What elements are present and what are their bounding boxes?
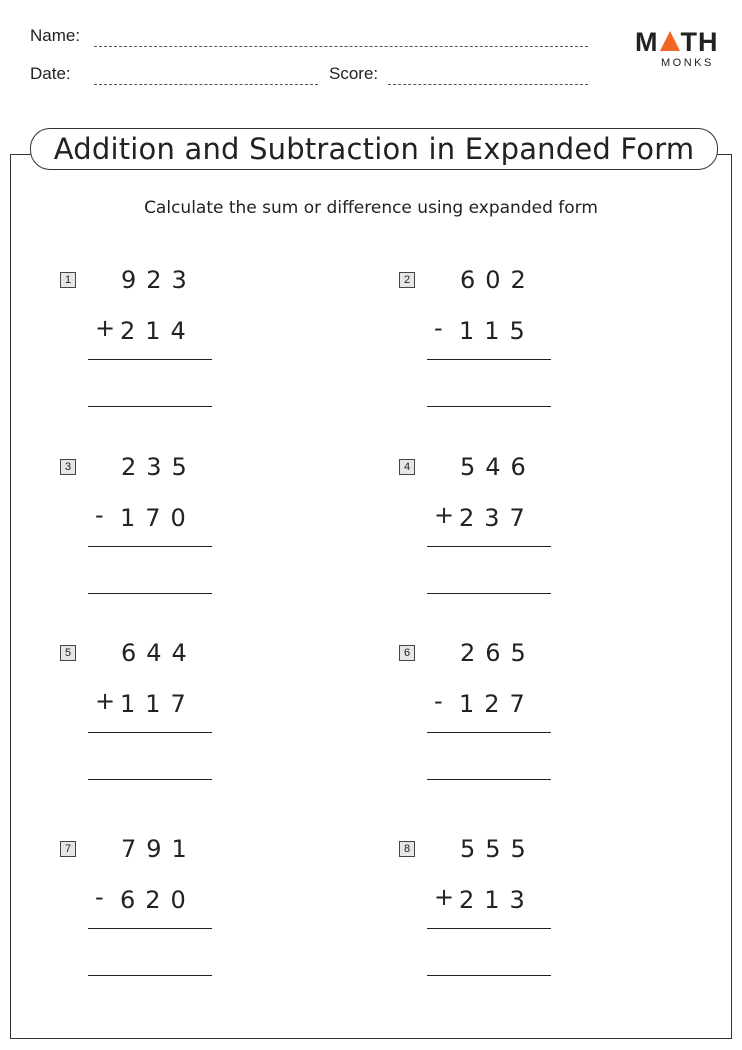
top-number: 546 (460, 453, 536, 481)
top-number: 923 (121, 266, 197, 294)
problem-5 (60, 639, 260, 799)
top-number: 555 (460, 835, 536, 863)
sum-line (88, 546, 212, 547)
logo-subtext: MONKS (661, 57, 714, 69)
sum-line (427, 359, 551, 360)
operator: - (434, 314, 443, 342)
score-field[interactable] (388, 84, 588, 85)
problem-8 (399, 835, 599, 995)
answer-line[interactable] (427, 593, 551, 594)
answer-line[interactable] (427, 406, 551, 407)
name-label: Name: (30, 26, 81, 45)
operator: - (434, 687, 443, 715)
instruction-text: Calculate the sum or difference using expanded form (144, 198, 598, 218)
bottom-number: 170 (120, 504, 196, 532)
operator: + (434, 883, 455, 911)
question-number: 7 (60, 841, 76, 857)
sum-line (427, 928, 551, 929)
logo-wordmark (635, 28, 719, 56)
sum-line (88, 732, 212, 733)
sum-line (88, 928, 212, 929)
top-number: 235 (121, 453, 197, 481)
bottom-number: 127 (459, 690, 535, 718)
answer-line[interactable] (88, 975, 212, 976)
problem-2 (399, 266, 599, 426)
answer-line[interactable] (427, 975, 551, 976)
question-number: 5 (60, 645, 76, 661)
logo-text-right: TH (680, 27, 719, 57)
problem-3 (60, 453, 260, 613)
question-number: 8 (399, 841, 415, 857)
problem-1 (60, 266, 260, 426)
bottom-number: 214 (120, 317, 196, 345)
answer-line[interactable] (427, 779, 551, 780)
logo-text-left: M (635, 27, 659, 57)
problem-6 (399, 639, 599, 799)
date-label: Date: (30, 64, 71, 83)
bottom-number: 115 (459, 317, 535, 345)
question-number: 3 (60, 459, 76, 475)
date-field[interactable] (94, 84, 318, 85)
operator: + (95, 687, 116, 715)
operator: - (95, 501, 104, 529)
sum-line (88, 359, 212, 360)
sum-line (427, 546, 551, 547)
question-number: 4 (399, 459, 415, 475)
triangle-icon (660, 31, 680, 51)
question-number: 1 (60, 272, 76, 288)
top-number: 602 (460, 266, 536, 294)
sum-line (427, 732, 551, 733)
math-monks-logo (635, 28, 725, 73)
answer-line[interactable] (88, 593, 212, 594)
answer-line[interactable] (88, 779, 212, 780)
operator: + (95, 314, 116, 342)
top-number: 791 (121, 835, 197, 863)
operator: - (95, 883, 104, 911)
problem-4 (399, 453, 599, 613)
bottom-number: 237 (459, 504, 535, 532)
problem-7 (60, 835, 260, 995)
top-number: 644 (121, 639, 197, 667)
bottom-number: 213 (459, 886, 535, 914)
name-field[interactable] (94, 46, 588, 47)
score-label: Score: (329, 64, 379, 83)
question-number: 2 (399, 272, 415, 288)
question-number: 6 (399, 645, 415, 661)
operator: + (434, 501, 455, 529)
bottom-number: 620 (120, 886, 196, 914)
bottom-number: 117 (120, 690, 196, 718)
top-number: 265 (460, 639, 536, 667)
worksheet-title: Addition and Subtraction in Expanded Form (30, 128, 718, 170)
answer-line[interactable] (88, 406, 212, 407)
